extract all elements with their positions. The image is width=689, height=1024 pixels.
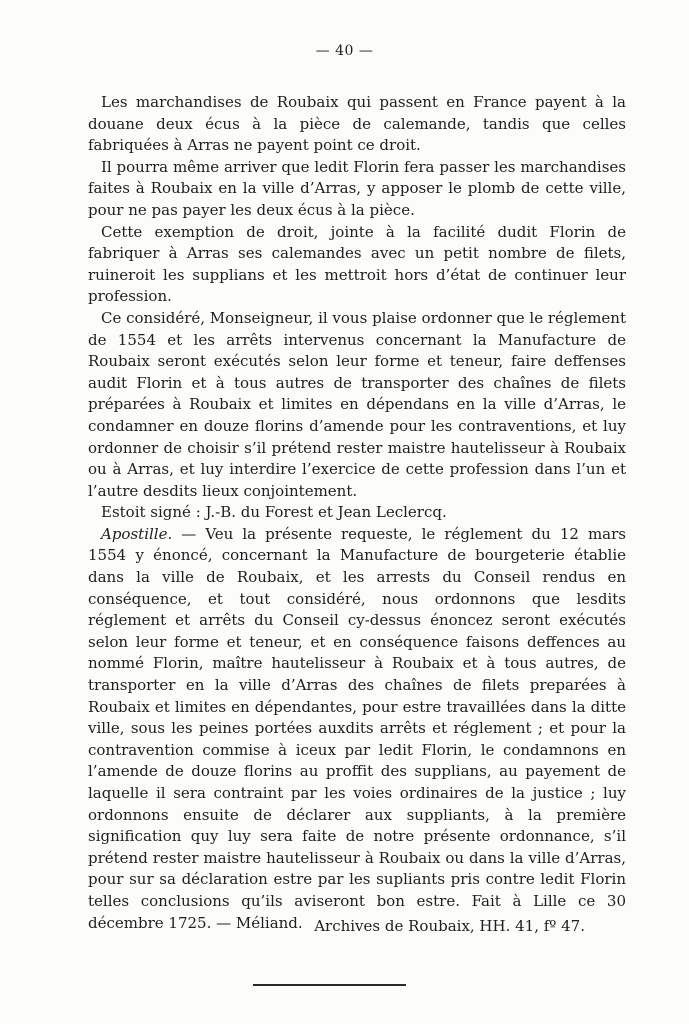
apostille-label: Apostille. <box>101 524 173 543</box>
bottom-divider <box>253 984 406 986</box>
apostille-text: — Veu la présente requeste, le réglement du 12 mars 1554 y énoncé, concernant la Manufacture de bourgeterie établie dans la ville de Roubaix, et les arrests du Conseil rendus en conséquence, et tout considéré, nous ordonnons que lesdits réglement et arrêts du Conseil cy-dessus énoncez seront exécutés selon leur forme et teneur, et en conséquence faisons deffences au nommé Florin, maître hautelisseur à Roubaix et à tous autres, de transporter en la ville d’Arras des chaînes de filets preparées à Roubaix et limites en dépendantes, pour estre travaillées dans la ditte ville, sous les peines portées auxdits arrêts et réglement ; et pour la contravention commise à iceux par ledit Florin, le condamnons en l’amende de douze florins au proffit des supplians, au payement de laquelle il sera contraint par les voies ordinaires de la justice ; luy ordonnons ensuite de déclarer aux suppliants, à la première signification quy luy sera faite de notre présente ordonnance, s’il prétend rester maistre hautelisseur à Roubaix ou dans la ville d’Arras, pour sur sa déclaration estre par les supliants pris contre ledit Florin telles conclusions qu’ils aviseront bon estre. Fait à Lille ce 30 décembre 1725. — Méliand. <box>88 524 626 932</box>
source-reference: Archives de Roubaix, HH. 41, fº 47. <box>314 917 585 935</box>
apostille-paragraph <box>88 524 626 934</box>
paragraph-2: Il pourra même arriver que ledit Florin fera passer les marchandises faites à Roubaix en la ville d’Arras, y apposer le plomb de cette ville, pour ne pas payer les deux écus à la pièce. <box>88 157 626 219</box>
paragraph-1: Les marchandises de Roubaix qui passent en France payent à la douane deux écus à la pièce de calemande, tandis que celles fabriquées à Arras ne payent point ce droit. <box>88 93 626 155</box>
paragraph-3: Cette exemption de droit, jointe à la facilité dudit Florin de fabriquer à Arras ses calemandes avec un petit nombre de filets, ruineroit les supplians et les mettroit hors d’état de continuer leur profession. <box>88 222 626 306</box>
paragraph-4: Ce considéré, Monseigneur, il vous plaise ordonner que le réglement de 1554 et les arrêts intervenus concernant la Manufacture de Roubaix seront exécutés selon leur forme et teneur, faire deffenses audit Florin et à tous autres de transporter des chaînes de filets préparées à Roubaix et limites en dépendans en la ville d’Arras, le condamner en douze florins d’amende pour les contraventions, et luy ordonner de choisir s’il prétend rester maistre hautelisseur à Roubaix ou à Arras, et luy interdire l’exercice de cette profession dans l’un et l’autre desdits lieux conjointement. <box>88 308 626 500</box>
page-number: — 40 — <box>315 43 374 59</box>
signature-line: Estoit signé : J.-B. du Forest et Jean Leclercq. <box>101 503 447 522</box>
body-text <box>88 92 626 934</box>
